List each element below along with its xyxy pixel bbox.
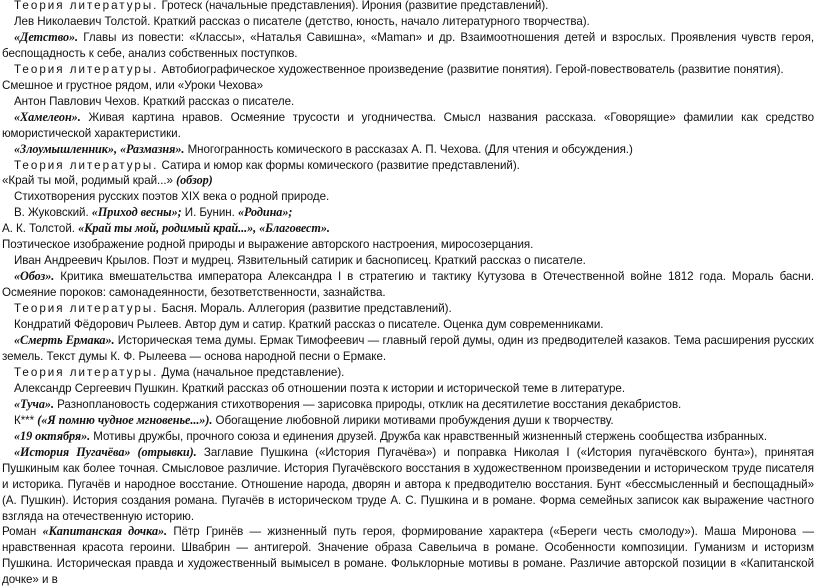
- paragraph-text: Лев Николаевич Толстой. Краткий рассказ о писателе (детство, юность, начало литературного творчества).: [14, 14, 590, 28]
- paragraph: [2, 445, 814, 525]
- paragraph-text: Антон Павлович Чехов. Краткий рассказ о писателе.: [14, 94, 295, 108]
- work-title: «История Пугачёва» (отрывки).: [14, 444, 197, 459]
- paragraph-text: Обогащение любовной лирики мотивами пробуждения души к творчеству.: [212, 413, 614, 427]
- work-title: «Смерть Ермака».: [14, 333, 115, 348]
- paragraph: [2, 14, 814, 30]
- paragraph: [2, 301, 814, 317]
- paragraph: [2, 78, 814, 94]
- paragraph: [2, 333, 814, 365]
- paragraph-text: Смешное и грустное рядом, или «Уроки Чехова»: [2, 78, 264, 92]
- paragraph: [2, 237, 814, 253]
- paragraph: [2, 0, 814, 14]
- theory-label: Теория литературы.: [14, 62, 159, 76]
- paragraph: [2, 110, 814, 142]
- paragraph-text: Стихотворения русских поэтов XIX века о родной природе.: [14, 190, 330, 204]
- paragraph: [2, 317, 814, 333]
- paragraph-text: Дума (начальное представление).: [158, 365, 345, 379]
- work-title: «Край ты мой, родимый край...», «Благовест».: [78, 221, 330, 236]
- paragraph: [2, 253, 814, 269]
- paragraph: [2, 173, 814, 189]
- paragraph-text: Историческая тема думы. Ермак Тимофеевич — главный герой думы, один из предводителей казаков. Тема расширения русских земель. Текст думы К. Ф. Рылеева — основа народной песни о Ермаке.: [2, 334, 814, 363]
- work-title: «Туча».: [14, 396, 54, 411]
- paragraph-text: Мотивы дружбы, прочного союза и единения друзей. Дружба как нравственный жизненный стержень сообщества избранных.: [90, 429, 768, 443]
- work-title: «Хамелеон».: [14, 109, 81, 124]
- paragraph-text: Александр Сергеевич Пушкин. Краткий рассказ об отношении поэта к истории и исторической теме в литературе.: [14, 381, 625, 395]
- paragraph: [2, 94, 814, 110]
- work-title: «Злоумышленник», «Размазня».: [14, 141, 185, 156]
- paragraph-text: А. К. Толстой.: [2, 222, 79, 236]
- paragraph: [2, 269, 814, 301]
- paragraph-text: Многогранность комического в рассказах А. П. Чехова. (Для чтения и обсуждения.): [184, 142, 633, 156]
- paragraph-text: Роман: [2, 525, 43, 539]
- paragraph: [2, 397, 814, 413]
- paragraph-text: Пётр Гринёв — жизненный путь героя, формирование характера («Береги честь смолоду»). Маша Миронова — нравственная красота героини. Швабрин — антигерой. Значение образа Савельича в романе. Особенности композиции. Гуманизм и историзм Пушкина. Историческая правда и художественный вымысел в романе. Фольклорные мотивы в романе. Различие авторской позиции в «Капитанской дочке» и в: [2, 525, 814, 587]
- paragraph-text: Гротеск (начальные представления). Ирония (развитие представлений).: [158, 0, 549, 12]
- work-title: «19 октября».: [14, 428, 91, 443]
- paragraph: [2, 189, 814, 205]
- work-title: «Родина»;: [237, 205, 293, 220]
- paragraph-text: «Край ты мой, родимый край...»: [2, 174, 177, 188]
- work-title: («Я помню чудное мгновенье...»).: [37, 412, 213, 427]
- theory-label: Теория литературы.: [14, 0, 159, 12]
- work-title: «Детство».: [14, 29, 79, 44]
- paragraph-text: Иван Андреевич Крылов. Поэт и мудрец. Язвительный сатирик и баснописец. Краткий рассказ о писателе.: [14, 254, 586, 268]
- paragraph: [2, 221, 814, 237]
- theory-label: Теория литературы.: [14, 365, 159, 379]
- paragraph-text: И. Бунин.: [181, 206, 238, 220]
- paragraph: [2, 413, 814, 429]
- paragraph: [2, 30, 814, 62]
- paragraph: [2, 381, 814, 397]
- paragraph-text: Разноплановость содержания стихотворения — зарисовка природы, отклик на десятилетие восстания декабристов.: [53, 397, 682, 411]
- paragraph-text: Басня. Мораль. Аллегория (развитие представлений).: [158, 302, 452, 316]
- paragraph-text: Живая картина нравов. Осмеяние трусости и угодничества. Смысл названия рассказа. «Говорящие» фамилии как средство юмористической характеристики.: [2, 110, 814, 140]
- paragraph-text: Критика вмешательства императора Александра I в стратегию и тактику Кутузова в Отечественной войне 1812 года. Мораль басни. Осмеяние пороков: самонадеянности, безответственности, зазнайства.: [2, 270, 814, 300]
- theory-label: Теория литературы.: [14, 158, 159, 172]
- theory-label: Теория литературы.: [14, 302, 159, 316]
- paragraph-text: Кондратий Фёдорович Рылеев. Автор дум и сатир. Краткий рассказ о писателе. Оценка дум современниками.: [14, 318, 604, 332]
- paragraph: [2, 365, 814, 381]
- paragraph-text: Автобиографическое художественное произведение (развитие понятия). Герой-повествователь (развитие понятия).: [158, 62, 784, 76]
- paragraph: [2, 429, 814, 445]
- paragraph: [2, 205, 814, 221]
- work-title: «Капитанская дочка».: [42, 524, 168, 539]
- work-title: «Приход весны»;: [91, 205, 182, 220]
- work-title: «Обоз».: [14, 269, 55, 284]
- paragraph: [2, 158, 814, 174]
- paragraph-text: Заглавие Пушкина («История Пугачёва») и поправка Николая I («История пугачёвского бунта»), принятая Пушкиным как более точная. Смысловое различие. История Пугачёвского восстания в художественном произведении и историческом труде писателя и историка. Пугачёв и народное восстание. Отношение народа, дворян и автора к предводителю восстания. Бунт «бессмысленный и беспощадный» (А. Пушкин). История создания романа. Пугачёв в историческом труде А. С. Пушкина и в романе. Форма семейных записок как выражение частного взгляда на отечественную историю.: [2, 445, 814, 523]
- paragraph-text: К***: [14, 413, 38, 427]
- paragraph: [2, 142, 814, 158]
- paragraph-text: В. Жуковский.: [14, 206, 92, 220]
- paragraph-text: Сатира и юмор как формы комического (развитие представлений).: [158, 158, 520, 172]
- paragraph-text: Главы из повести: «Классы», «Наталья Савишна», «Maman» и др. Взаимоотношения детей и взрослых. Проявления чувств героя, беспощадность к себе, анализ собственных поступков.: [2, 30, 814, 60]
- paragraph-text: Поэтическое изображение родной природы и выражение авторского настроения, миросозерцания.: [2, 238, 534, 252]
- work-title: (обзор): [176, 173, 213, 188]
- paragraph: [2, 524, 814, 588]
- paragraph: [2, 62, 814, 78]
- document-page: [2, 0, 814, 588]
